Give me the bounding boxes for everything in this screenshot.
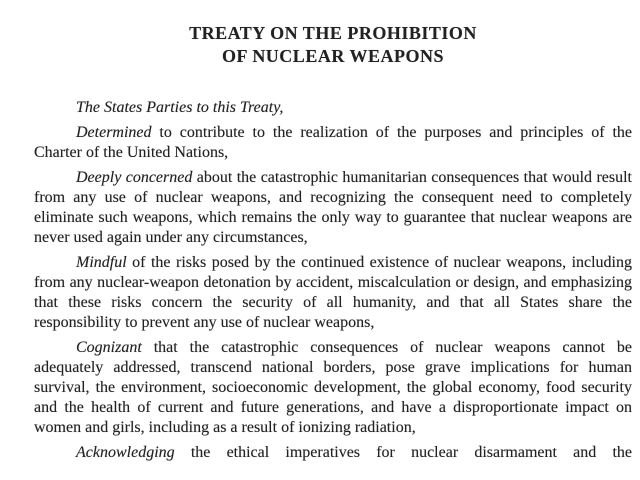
preamble-clause-mindful: [34, 253, 632, 333]
preamble-clause-acknowledging: [34, 443, 632, 463]
clause-lead-word: Deeply concerned: [76, 169, 193, 186]
clause-lead-word: Cognizant: [76, 339, 142, 356]
clause-body-text: the ethical imperatives for nuclear disarmament and the: [174, 444, 632, 461]
clause-body-text: of the risks posed by the continued existence of nuclear weapons, including from any nuclear-weapon detonation by accident, miscalculation or design, and emphasizing that these risks concern the security of all humanity, and that all States share the responsibility to prevent any use of nuclear weapons,: [34, 254, 632, 331]
preamble-clause-deeply-concerned: [34, 168, 632, 248]
clause-lead-word: Mindful: [76, 254, 127, 271]
preamble-clause-determined: [34, 123, 632, 163]
clause-body-text: that the catastrophic consequences of nuclear weapons cannot be adequately addressed, transcend national borders, pose grave implications for human survival, the environment, socioeconomic development, the global economy, food security and the health of current and future generations, and have a disproportionate impact on women and girls, including as a result of ionizing radiation,: [34, 339, 632, 436]
document-title-line1: TREATY ON THE PROHIBITION: [189, 23, 477, 43]
preamble-intro-text: The States Parties to this Treaty,: [76, 99, 284, 116]
clause-lead-word: Acknowledging: [76, 444, 175, 461]
clause-body-text: about the catastrophic humanitarian consequences that would result from any use of nuclear weapons, and recognizing the consequent need to completely eliminate such weapons, which remains the only way to guarantee that nuclear weapons are never used again under any circumstances,: [34, 169, 632, 246]
preamble-intro: [34, 98, 632, 118]
preamble-clause-cognizant: [34, 338, 632, 438]
clause-body-text: to contribute to the realization of the purposes and principles of the Charter of the United Nations,: [34, 124, 632, 161]
document-title-line2: OF NUCLEAR WEAPONS: [221, 46, 445, 66]
document-title: [34, 22, 632, 68]
clause-lead-word: Determined: [76, 124, 152, 141]
